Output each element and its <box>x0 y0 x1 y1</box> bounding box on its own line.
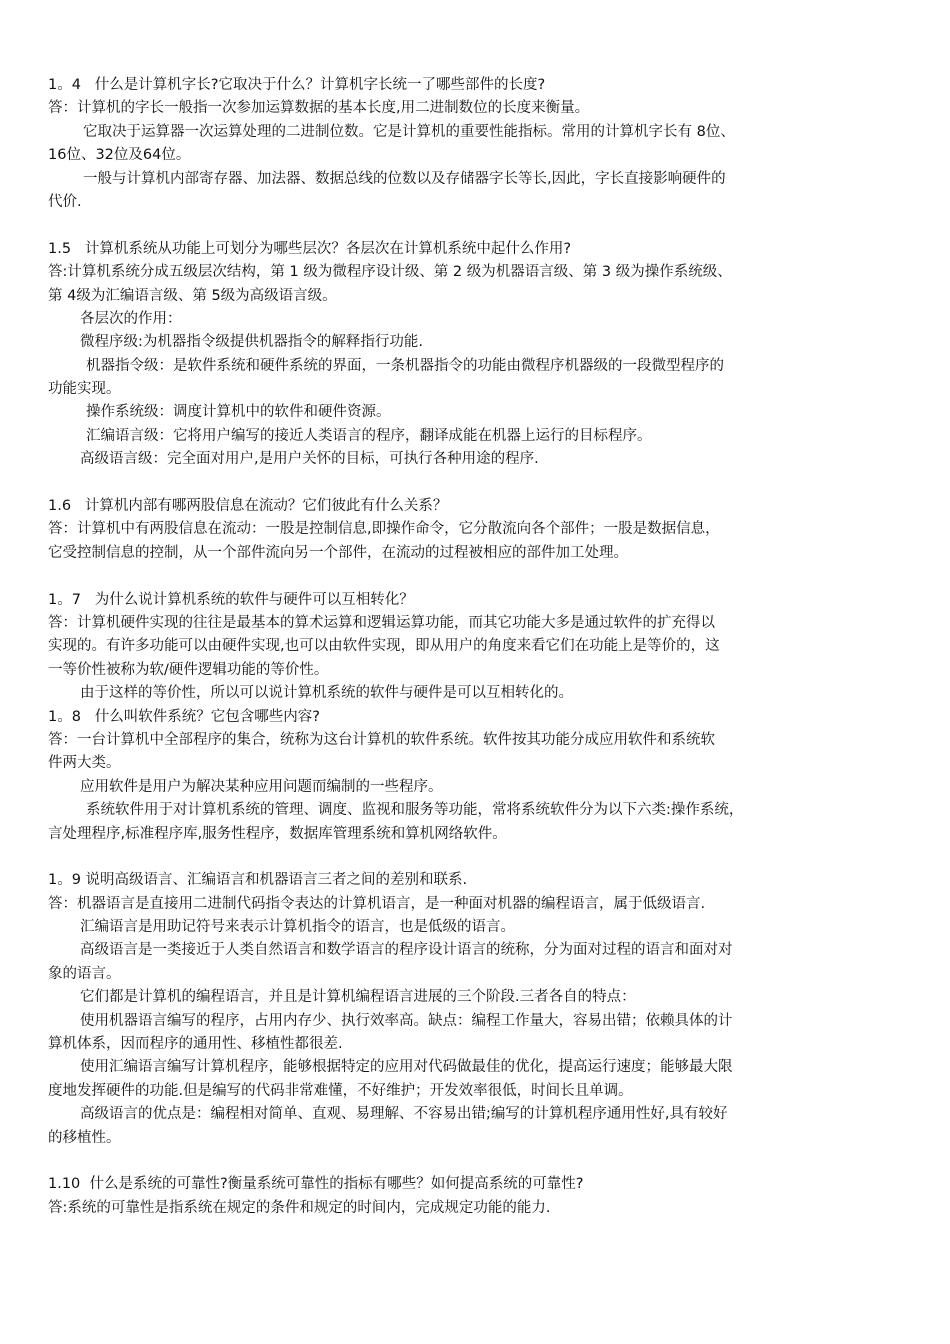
answer-line: 实现的。有许多功能可以由硬件实现,也可以由软件实现，即从用户的角度来看它们在功能上是等价的，这 <box>48 638 720 655</box>
answer-line: 各层次的作用： <box>80 310 182 327</box>
section-spacer <box>48 565 910 588</box>
document-body <box>48 74 910 1220</box>
answer-line: 答：计算机硬件实现的往往是最基本的算术运算和逻辑运算功能，而其它功能大多是通过软件的扩充得以 <box>48 614 715 631</box>
answer-line: 答：机器语言是直接用二进制代码指令表达的计算机语言，是一种面对机器的编程语言，属于低级语言. <box>48 895 706 912</box>
question-heading: 1.6 计算机内部有哪两股信息在流动？它们彼此有什么关系？ <box>48 498 448 515</box>
answer-line: 机器指令级：是软件系统和硬件系统的界面，一条机器指令的功能由微程序机器级的一段微型程序的 <box>86 357 724 374</box>
answer-line: 它们都是计算机的编程语言，并且是计算机编程语言进展的三个阶段.三者各自的特点： <box>80 989 636 1006</box>
answer-line: 度地发挥硬件的功能.但是编写的代码非常难懂，不好维护；开发效率很低，时间长且单调。 <box>48 1082 633 1099</box>
answer-line: 高级语言级：完全面对用户,是用户关怀的目标，可执行各种用途的程序. <box>80 451 539 468</box>
answer-line: 一般与计算机内部寄存器、加法器、数据总线的位数以及存储器字长等长,因此，字长直接影响硬件的 <box>83 170 726 187</box>
answer-line: 件两大类。 <box>48 755 121 772</box>
question-heading: 1。9 说明高级语言、汇编语言和机器语言三者之间的差别和联系. <box>48 872 468 889</box>
qa-section-1-4 <box>48 74 910 214</box>
section-spacer <box>48 846 910 869</box>
answer-line: 的移植性。 <box>48 1129 121 1146</box>
answer-line: 第 4级为汇编语言级、第 5级为高级语言级。 <box>48 287 337 304</box>
answer-line: 高级语言的优点是：编程相对简单、直观、易理解、不容易出错;编写的计算机程序通用性好,具有较好 <box>80 1106 728 1123</box>
answer-line: 它取决于运算器一次运算处理的二进制位数。它是计算机的重要性能指标。常用的计算机字长有 8位、 <box>83 123 735 140</box>
answer-line: 使用汇编语言编写计算机程序，能够根据特定的应用对代码做最佳的优化，提高运行速度；能够最大限 <box>80 1059 733 1076</box>
section-spacer <box>48 472 910 495</box>
answer-line: 它受控制信息的控制，从一个部件流向另一个部件，在流动的过程被相应的部件加工处理。 <box>48 544 628 561</box>
answer-line: 操作系统级：调度计算机中的软件和硬件资源。 <box>86 404 391 421</box>
question-heading: 1.10 什么是系统的可靠性?衡量系统可靠性的指标有哪些？如何提高系统的可靠性? <box>48 1176 584 1193</box>
answer-line: 算机体系，因而程序的通用性、移植性都很差. <box>48 1036 343 1053</box>
answer-line: 由于这样的等价性，所以可以说计算机系统的软件与硬件是可以互相转化的。 <box>80 685 573 702</box>
answer-line: 使用机器语言编写的程序，占用内存少、执行效率高。缺点：编程工作量大，容易出错；依赖具体的计 <box>80 1012 733 1029</box>
answer-line: 答：计算机中有两股信息在流动：一股是控制信息,即操作命令，它分散流向各个部件；一股是数据信息， <box>48 521 720 538</box>
answer-line: 言处理程序,标准程序库,服务性程序，数据库管理系统和算机网络软件。 <box>48 825 507 842</box>
answer-line: 系统软件用于对计算机系统的管理、调度、监视和服务等功能，常将系统软件分为以下六类:操作系统， <box>86 802 744 819</box>
answer-line: 16位、32位及64位。 <box>48 147 191 164</box>
answer-line: 答：一台计算机中全部程序的集合，统称为这台计算机的软件系统。软件按其功能分成应用软件和系统软 <box>48 731 715 748</box>
qa-section-1-10 <box>48 1173 910 1220</box>
answer-line: 象的语言。 <box>48 965 121 982</box>
qa-section-1-6 <box>48 495 910 565</box>
qa-section-1-9 <box>48 869 910 1150</box>
answer-line: 功能实现。 <box>48 381 121 398</box>
section-spacer <box>48 214 910 237</box>
answer-line: 一等价性被称为软/硬件逻辑功能的等价性。 <box>48 661 329 678</box>
question-heading: 1。4 什么是计算机字长?它取决于什么？计算机字长统一了哪些部件的长度? <box>48 77 546 93</box>
answer-line: 高级语言是一类接近于人类自然语言和数学语言的程序设计语言的统称，分为面对过程的语言和面对对 <box>80 942 733 959</box>
answer-line: 应用软件是用户为解决某种应用问题而编制的一些程序。 <box>80 778 443 795</box>
answer-line: 1。8 什么叫软件系统？它包含哪些内容? <box>48 708 320 725</box>
answer-line: 答：计算机的字长一般指一次参加运算数据的基本长度,用二进制数位的长度来衡量。 <box>48 100 590 117</box>
question-heading: 1.5 计算机系统从功能上可划分为哪些层次？各层次在计算机系统中起什么作用? <box>48 240 572 257</box>
answer-line: 汇编语言级：它将用户编写的接近人类语言的程序，翻译成能在机器上运行的目标程序。 <box>86 427 652 444</box>
answer-line: 答:计算机系统分成五级层次结构，第 1 级为微程序设计级、第 2 级为机器语言级、第 3 级为操作系统级、 <box>48 264 732 281</box>
answer-line: 微程序级:为机器指令级提供机器指令的解释指行功能. <box>80 334 423 351</box>
answer-line: 答:系统的可靠性是指系统在规定的条件和规定的时间内，完成规定功能的能力. <box>48 1199 551 1216</box>
qa-section-1-5 <box>48 238 910 472</box>
answer-line: 代价. <box>48 193 82 210</box>
question-heading: 1。7 为什么说计算机系统的软件与硬件可以互相转化？ <box>48 591 414 608</box>
section-spacer <box>48 1150 910 1173</box>
qa-section-1-7 <box>48 589 910 846</box>
answer-line: 汇编语言是用助记符号来表示计算机指令的语言，也是低级的语言。 <box>80 919 515 936</box>
